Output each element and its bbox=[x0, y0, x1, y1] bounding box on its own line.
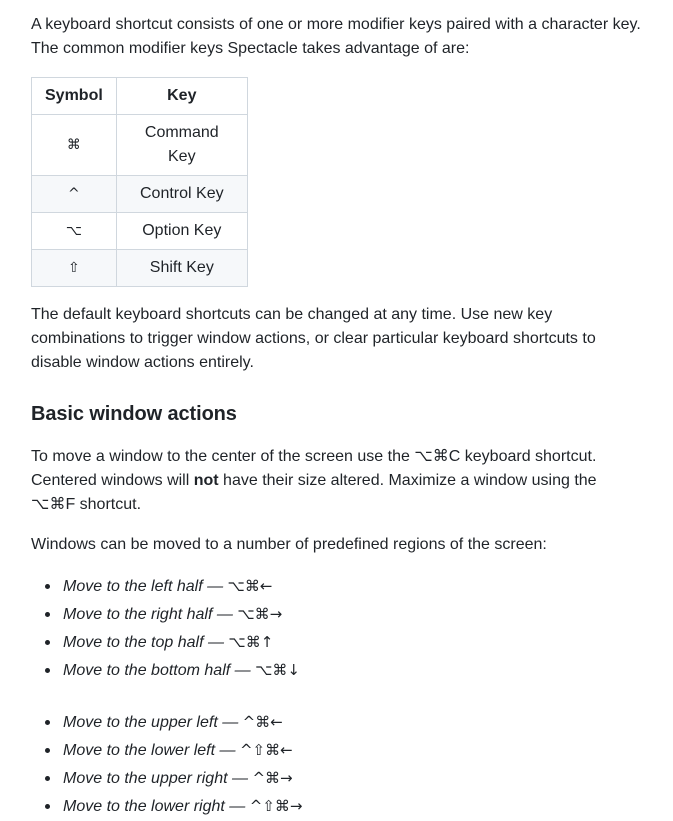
table-row bbox=[32, 176, 248, 213]
corners-list bbox=[31, 708, 641, 820]
defaults-paragraph: The default keyboard shortcuts can be changed at any time. Use new key combinations to trigger window actions, or clear particular keyboard shortcuts to disable window actions entirely. bbox=[31, 306, 596, 371]
shortcut-keys: ^⌘← bbox=[242, 713, 283, 731]
list-item-label: Move to the right half — bbox=[63, 606, 238, 623]
list-item bbox=[63, 708, 641, 736]
shift-symbol: ⇧ bbox=[32, 250, 117, 287]
list-item-label: Move to the lower left — bbox=[63, 742, 240, 759]
option-symbol: ⌥ bbox=[32, 213, 117, 250]
shortcut-keys: ^⇧⌘→ bbox=[249, 797, 303, 815]
shortcut-keys: ⌥⌘→ bbox=[237, 605, 283, 623]
command-key-label: Command Key bbox=[116, 115, 247, 176]
list-item-label: Move to the upper right — bbox=[63, 770, 253, 787]
command-symbol: ⌘ bbox=[32, 115, 117, 176]
table-row bbox=[32, 213, 248, 250]
list-item bbox=[63, 792, 641, 820]
list-item-label: Move to the upper left — bbox=[63, 714, 243, 731]
symbol-column-header: Symbol bbox=[32, 78, 117, 115]
center-paragraph-text: have their size altered. Maximize a window using the ⌥⌘F shortcut. bbox=[31, 472, 597, 513]
control-key-label: Control Key bbox=[116, 176, 247, 213]
option-key-label: Option Key bbox=[116, 213, 247, 250]
key-column-header: Key bbox=[116, 78, 247, 115]
table-row bbox=[32, 250, 248, 287]
list-item bbox=[63, 736, 641, 764]
list-item bbox=[63, 572, 641, 600]
list-item-label: Move to the bottom half — bbox=[63, 662, 256, 679]
modifier-keys-table bbox=[31, 77, 248, 287]
center-window-paragraph bbox=[31, 445, 641, 517]
table-header-row bbox=[32, 78, 248, 115]
shortcut-keys: ^⌘→ bbox=[252, 769, 293, 787]
list-item bbox=[63, 764, 641, 792]
intro-paragraph: A keyboard shortcut consists of one or more modifier keys paired with a character key. The common modifier keys Spectacle takes advantage of are: bbox=[31, 16, 641, 57]
list-item bbox=[63, 600, 641, 628]
control-symbol: ^ bbox=[32, 176, 117, 213]
emphasis-not: not bbox=[193, 472, 219, 489]
list-item bbox=[63, 628, 641, 656]
list-item bbox=[63, 656, 641, 684]
shift-key-label: Shift Key bbox=[116, 250, 247, 287]
center-paragraph-text: To move a window to the center of the screen use the ⌥⌘C keyboard shortcut. Centered windows will bbox=[31, 448, 597, 489]
list-item-label: Move to the left half — bbox=[63, 578, 228, 595]
regions-intro-paragraph: Windows can be moved to a number of predefined regions of the screen: bbox=[31, 536, 547, 553]
table-row bbox=[32, 115, 248, 176]
shortcut-keys: ⌥⌘↑ bbox=[228, 633, 274, 651]
shortcut-keys: ⌥⌘← bbox=[227, 577, 273, 595]
document-body bbox=[31, 13, 641, 820]
list-item-label: Move to the top half — bbox=[63, 634, 229, 651]
list-item-label: Move to the lower right — bbox=[63, 798, 250, 815]
basic-window-actions-heading: Basic window actions bbox=[31, 403, 237, 425]
shortcut-keys: ⌥⌘↓ bbox=[255, 661, 300, 679]
shortcut-keys: ^⇧⌘← bbox=[239, 741, 293, 759]
halves-list bbox=[31, 572, 641, 684]
